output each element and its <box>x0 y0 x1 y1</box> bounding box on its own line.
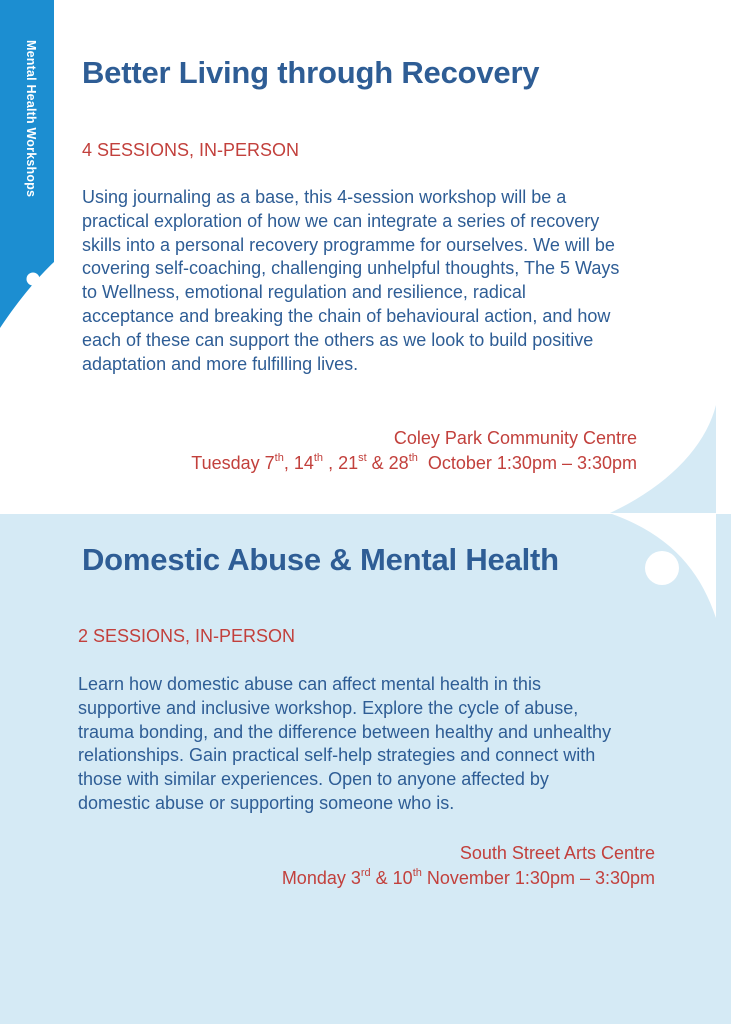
workshop1-venue-block <box>191 426 637 476</box>
workshop2-venue: South Street Arts Centre <box>459 843 655 863</box>
workshop1-dates: Tuesday 7th, 14th , 21st & 28th October 1:30pm – 3:30pm <box>191 452 637 473</box>
side-tab-label: Mental Health Workshops <box>24 40 38 198</box>
workshop1-sessions: 4 SESSIONS, IN-PERSON <box>82 140 300 160</box>
workshop2-description: Learn how domestic abuse can affect mental health in this supportive and inclusive workshop. Explore the cycle of abuse, trauma bonding, and the difference between healthy and unhealthy relationships. Gain practical self-help strategies and connect with those with similar experiences. Open to anyone affected by domestic abuse or supporting someone who is. <box>78 674 612 813</box>
workshop2-sessions: 2 SESSIONS, IN-PERSON <box>78 626 296 646</box>
figure-head-lower <box>645 551 679 585</box>
workshop1-venue: Coley Park Community Centre <box>393 428 637 448</box>
workshop2-dates: Monday 3rd & 10th November 1:30pm – 3:30pm <box>281 867 655 888</box>
figure-head-upper <box>647 440 681 474</box>
workshop1-description: Using journaling as a base, this 4-session workshop will be a practical exploration of how we can integrate a series of recovery skills into a personal recovery programme for ourselves. We will be covering self-coaching, challenging unhelpful thoughts, The 5 Ways to Wellness, emotional regulation and resilience, radical acceptance and breaking the chain of behavioural action, and how each of these can support the others as we look to build positive adaptation and more fulfilling lives. <box>82 187 620 374</box>
workshop2-title: Domestic Abuse & Mental Health <box>82 542 559 577</box>
workshop2-venue-block <box>282 841 655 891</box>
workshop1-title: Better Living through Recovery <box>82 55 540 90</box>
side-tab-dot <box>27 273 40 286</box>
